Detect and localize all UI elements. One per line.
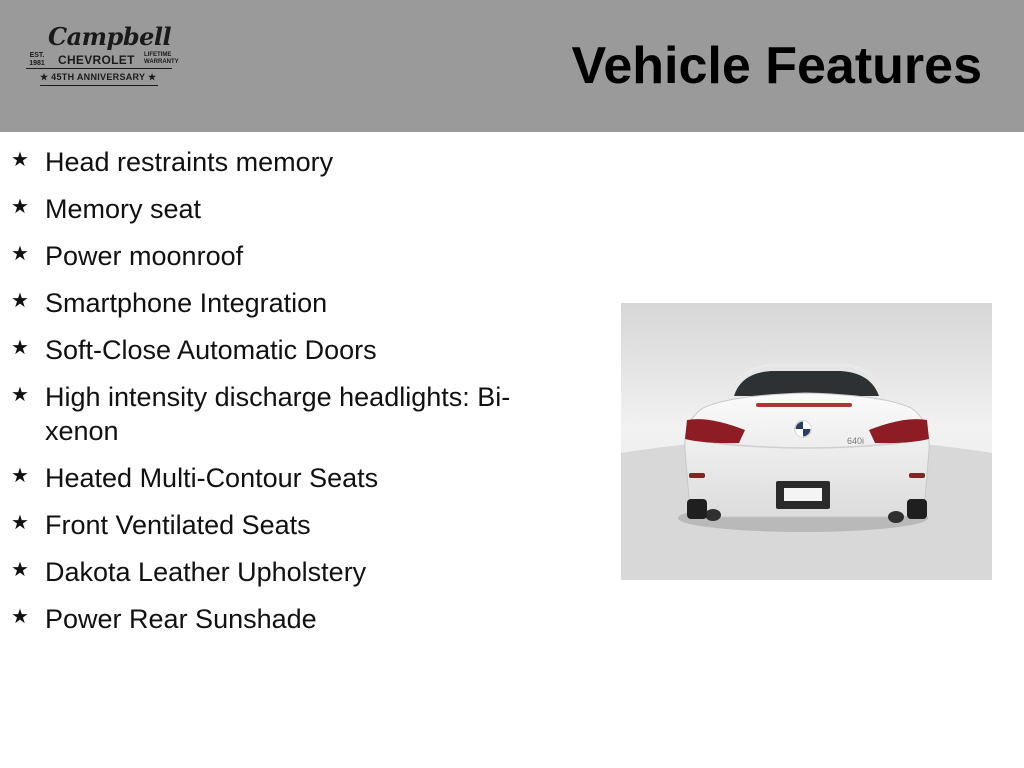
page-title: Vehicle Features [571,37,982,95]
logo-warranty-text: LIFETIME WARRANTY [144,52,179,65]
feature-item [0,192,600,226]
feature-label: Front Ventilated Seats [45,510,311,540]
logo-divider [26,68,172,69]
star-icon: ★ [11,196,29,218]
star-icon: ★ [11,149,29,171]
feature-item [0,286,600,320]
feature-item [0,508,600,542]
vehicle-photo-image [621,303,992,580]
model-badge-text: 640i [847,436,865,446]
star-icon: ★ [11,290,29,312]
logo-anniversary-text: ★ 45TH ANNIVERSARY ★ [40,72,157,82]
feature-item [0,333,600,367]
logo-divider-bottom [40,85,158,86]
feature-item [0,380,600,448]
feature-label: Memory seat [45,194,202,224]
feature-label: Soft-Close Automatic Doors [45,335,377,365]
dealer-logo [26,22,179,90]
star-icon: ★ [11,606,29,628]
star-icon: ★ [11,465,29,487]
vehicle-photo [621,303,992,580]
star-icon: ★ [11,337,29,359]
star-icon: ★ [11,243,29,265]
feature-item [0,145,600,179]
logo-script-text: Campbell [48,22,172,51]
logo-est-text: EST. 1981 [29,52,45,67]
star-icon: ★ [11,384,29,406]
feature-label: High intensity discharge headlights: Bi-xenon [45,382,511,446]
feature-label: Smartphone Integration [45,288,328,318]
feature-label: Dakota Leather Upholstery [45,557,367,587]
feature-item [0,239,600,273]
feature-item [0,461,600,495]
star-icon: ★ [11,559,29,581]
feature-label: Head restraints memory [45,147,334,177]
feature-label: Heated Multi-Contour Seats [45,463,379,493]
star-icon: ★ [11,512,29,534]
header-bar [0,0,1024,132]
feature-label: Power Rear Sunshade [45,604,317,634]
feature-item [0,602,600,636]
feature-list [0,132,600,649]
logo-brand-text: CHEVROLET [58,53,135,67]
feature-item [0,555,600,589]
feature-label: Power moonroof [45,241,244,271]
